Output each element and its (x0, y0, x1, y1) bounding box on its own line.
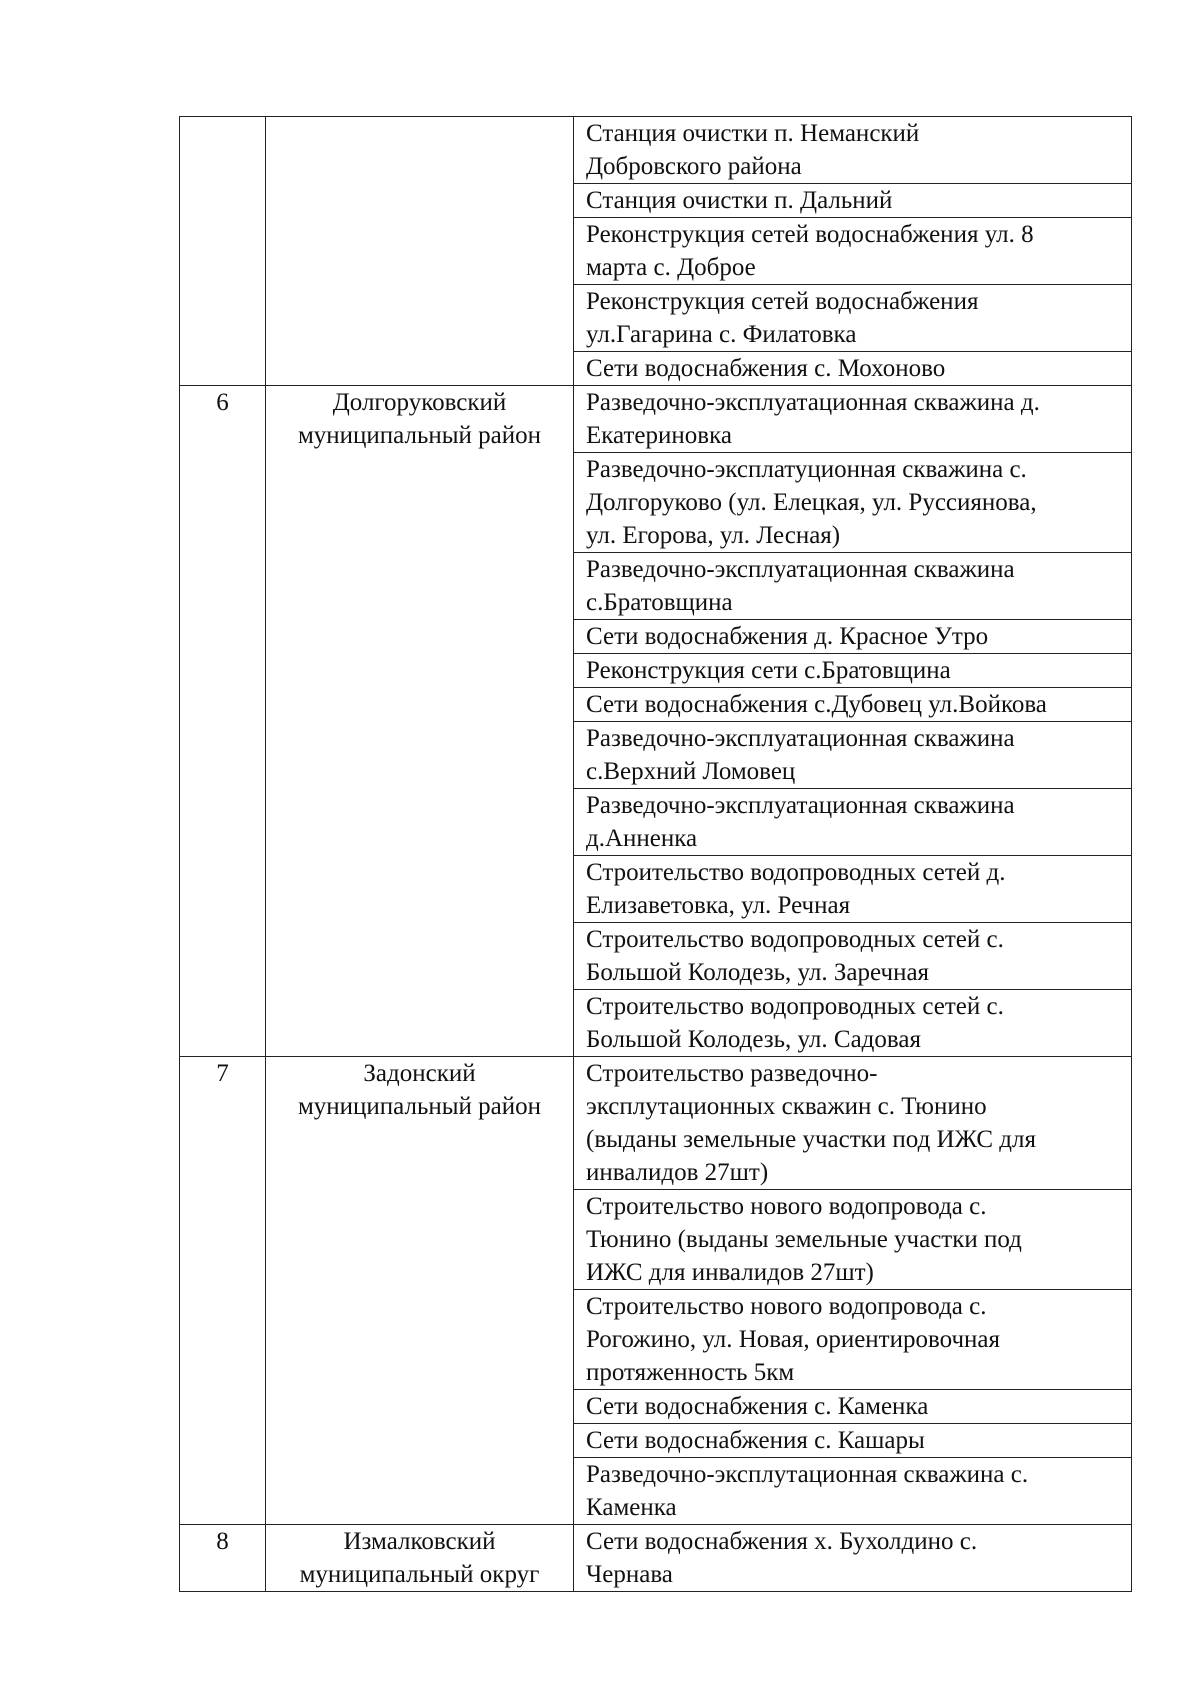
district-cell (266, 1525, 574, 1592)
object-name: Станция очистки п. Неманский Добровского района (586, 120, 920, 180)
object-name: Реконструкция сетей водоснабжения ул.Гагарина с. Филатовка (586, 288, 979, 348)
row-number-cell (180, 117, 266, 386)
object-cell (574, 1390, 1132, 1424)
object-cell (574, 620, 1132, 654)
object-name: Сети водоснабжения с. Каменка (586, 1393, 929, 1420)
object-name: Разведочно-эксплуатационная скважина д.Анненка (586, 792, 1015, 852)
district-cell (266, 386, 574, 1057)
table-row (180, 1525, 1132, 1592)
object-name: Строительство нового водопровода с. Рогожино, ул. Новая, ориентировочная протяженность 5км (586, 1293, 1001, 1386)
object-name: Разведочно-эксплутационная скважина с. Каменка (586, 1461, 1029, 1521)
object-name: Разведочно-эксплуатационная скважина с.Верхний Ломовец (586, 725, 1015, 785)
object-name: Разведочно-эксплатуционная скважина с. Долгоруково (ул. Елецкая, ул. Руссиянова, ул. Егорова, ул. Лесная) (586, 456, 1037, 549)
table-row (180, 1057, 1132, 1190)
object-cell (574, 1190, 1132, 1290)
object-name: Сети водоснабжения с. Мохоново (586, 355, 946, 382)
object-cell (574, 722, 1132, 789)
district-name: Долгоруковский муниципальный район (297, 389, 542, 449)
object-cell (574, 553, 1132, 620)
object-cell (574, 386, 1132, 453)
object-name: Строительство водопроводных сетей д. Елизаветовка, ул. Речная (586, 859, 1006, 919)
object-cell (574, 1458, 1132, 1525)
object-name: Сети водоснабжения с.Дубовец ул.Войкова (586, 691, 1047, 718)
object-name: Сети водоснабжения с. Кашары (586, 1427, 925, 1454)
object-cell (574, 789, 1132, 856)
object-cell (574, 218, 1132, 285)
object-cell (574, 688, 1132, 722)
object-cell (574, 352, 1132, 386)
row-number-cell: 7 (180, 1057, 266, 1525)
district-cell (266, 1057, 574, 1525)
object-cell (574, 654, 1132, 688)
object-name: Реконструкция сетей водоснабжения ул. 8 марта с. Доброе (586, 221, 1034, 281)
object-name: Строительство водопроводных сетей с. Большой Колодезь, ул. Заречная (586, 926, 1004, 986)
row-number-cell: 6 (180, 386, 266, 1057)
district-name: Измалковский муниципальный округ (299, 1528, 540, 1588)
object-cell (574, 1290, 1132, 1390)
table-row (180, 386, 1132, 453)
object-name: Разведочно-эксплуатационная скважина д. Екатериновка (586, 389, 1040, 449)
object-name: Строительство водопроводных сетей с. Большой Колодезь, ул. Садовая (586, 993, 1004, 1053)
object-cell (574, 856, 1132, 923)
row-number-cell: 8 (180, 1525, 266, 1592)
object-cell (574, 117, 1132, 184)
object-cell (574, 1057, 1132, 1190)
objects-table (179, 116, 1132, 1592)
object-cell (574, 285, 1132, 352)
object-name: Строительство нового водопровода с. Тюнино (выданы земельные участки под ИЖС для инвалидов 27шт) (586, 1193, 1022, 1286)
district-name: Задонский муниципальный район (297, 1060, 542, 1120)
object-name: Сети водоснабжения х. Бухолдино с. Чернава (586, 1528, 978, 1588)
object-name: Разведочно-эксплуатационная скважина с.Братовщина (586, 556, 1015, 616)
objects-table-body (180, 117, 1132, 1592)
object-cell (574, 923, 1132, 990)
object-name: Сети водоснабжения д. Красное Утро (586, 623, 989, 650)
object-name: Станция очистки п. Дальний (586, 187, 893, 214)
district-cell (266, 117, 574, 386)
object-name: Строительство разведочно- эксплутационных скважин с. Тюнино (выданы земельные участки под ИЖС для инвалидов 27шт) (586, 1060, 1036, 1186)
object-cell (574, 1424, 1132, 1458)
object-name: Реконструкция сети с.Братовщина (586, 657, 951, 684)
object-cell (574, 184, 1132, 218)
object-cell (574, 453, 1132, 553)
object-cell (574, 990, 1132, 1057)
object-cell (574, 1525, 1132, 1592)
table-row (180, 117, 1132, 184)
